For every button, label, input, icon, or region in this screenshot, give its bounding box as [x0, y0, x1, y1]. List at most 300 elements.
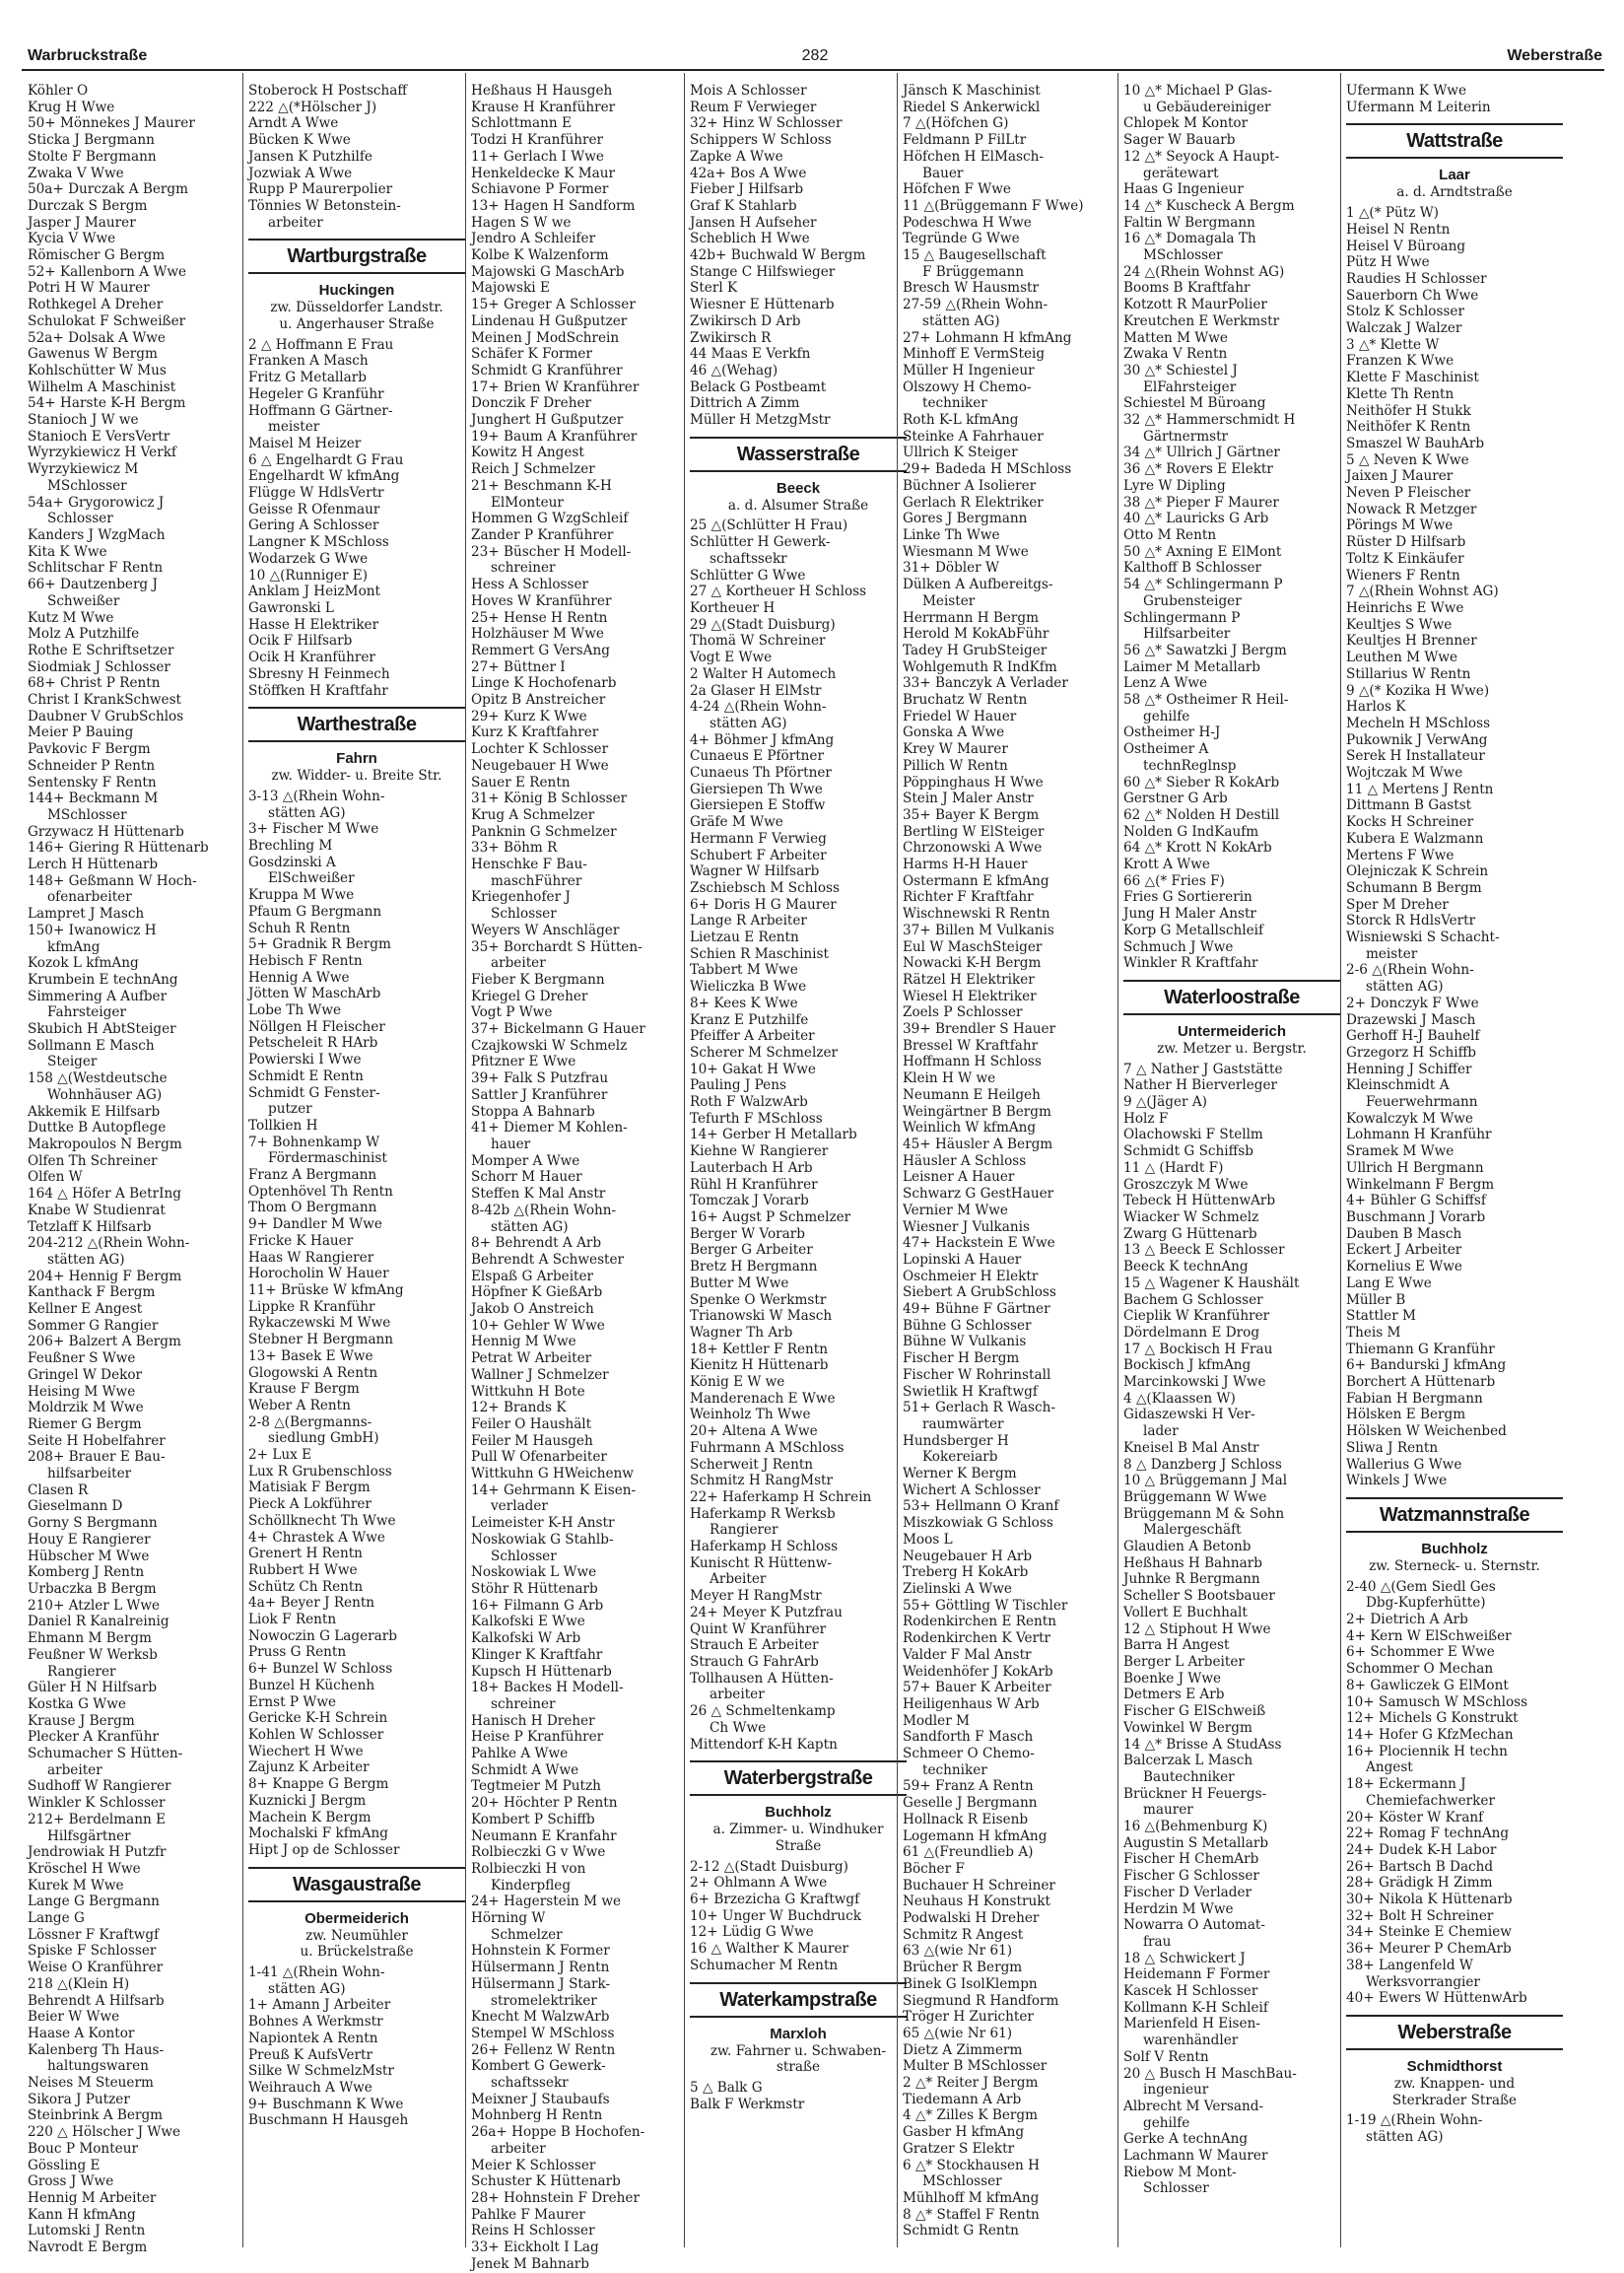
resident-entry: Heisel N Rentn — [1346, 221, 1451, 238]
resident-entry: Lyre W Dipling — [1123, 477, 1226, 494]
resident-entry: Skubich H AbtSteiger — [28, 1021, 176, 1038]
resident-entry: Tetzlaff K Hilfsarb — [28, 1218, 152, 1235]
resident-entry: 33+ Eickholt I Lag — [471, 2239, 599, 2256]
resident-entry: 20 △ Busch H MaschBau- — [1123, 2065, 1297, 2082]
resident-entry: Balcerzak L Masch — [1123, 1753, 1253, 1769]
resident-entry: Sattler J Kranführer — [471, 1086, 608, 1103]
resident-entry: 39+ Falk S Putzfrau — [471, 1070, 609, 1087]
street-section-header — [1123, 980, 1340, 1058]
resident-entry: Heßhaus H Bahnarb — [1123, 1554, 1262, 1571]
resident-entry: 59+ Franz A Rentn — [903, 1778, 1034, 1795]
street-name: Wartburgstraße — [248, 239, 465, 274]
street-name: Wasgaustraße — [248, 1867, 465, 1902]
entry-continuation: stätten AG) — [268, 1980, 346, 1997]
resident-entry: Kurz K Kraftfahrer — [471, 724, 599, 741]
resident-entry: Fischer W Rohrinstall — [903, 1366, 1051, 1383]
entry-continuation: Steiger — [47, 1054, 98, 1070]
resident-entry: Hess A Schlosser — [471, 577, 589, 593]
resident-entry: Schmidt G Fenster- — [248, 1084, 380, 1101]
resident-entry: Bruchatz W Rentn — [903, 692, 1028, 709]
resident-entry: Kalkofski W Arb — [471, 1630, 581, 1647]
resident-entry: 10+ Samusch W MSchloss — [1346, 1693, 1528, 1710]
resident-entry: Weingärtner B Bergm — [903, 1103, 1051, 1120]
resident-entry: Lampret J Masch — [28, 906, 145, 923]
resident-entry: 22+ Haferkamp H Schrein — [690, 1488, 872, 1505]
resident-entry: Schuh R Rentn — [248, 920, 351, 936]
resident-entry: Mittendorf K-H Kaptn — [690, 1736, 838, 1753]
resident-entry: Werner K Bergm — [903, 1466, 1017, 1482]
directory-column — [248, 83, 465, 2247]
resident-entry: Tabbert M Wwe — [690, 962, 798, 979]
resident-entry: Stillarius W Rentn — [1346, 665, 1471, 682]
resident-entry: 14+ Gerber H Metallarb — [690, 1127, 857, 1143]
resident-entry: Kowalczyk M Wwe — [1346, 1110, 1473, 1127]
resident-entry: 4-24 △(Rhein Wohn- — [690, 699, 827, 716]
resident-entry: Zwaka V Wwe — [28, 165, 124, 181]
entry-continuation: Schlosser — [491, 906, 557, 923]
resident-entry: Stoberock H Postschaff — [248, 83, 408, 99]
resident-entry: Häusler A Schloss — [903, 1152, 1027, 1169]
resident-entry: Leuthen M Wwe — [1346, 650, 1458, 666]
resident-entry: Brechling M — [248, 838, 333, 855]
resident-entry: Navrodt E Bergm — [28, 2239, 148, 2256]
resident-entry: 2 △ Hoffmann E Frau — [248, 336, 394, 353]
resident-entry: Noskowiak L Wwe — [471, 1564, 597, 1581]
entry-continuation: Schweißer — [47, 592, 120, 609]
resident-entry: Sauerborn Ch Wwe — [1346, 287, 1479, 304]
street-location: Straße — [775, 1837, 822, 1854]
resident-entry: Hennig A Wwe — [248, 969, 350, 986]
resident-entry: Zwikirsch R — [690, 329, 772, 346]
resident-entry: Zander P Kranführer — [471, 526, 614, 543]
resident-entry: Gieselmann D — [28, 1498, 123, 1515]
resident-entry: 5 △ Balk G — [690, 2079, 763, 2096]
resident-entry: Rodenkirchen K Vertr — [903, 1630, 1051, 1647]
entry-continuation: stätten AG) — [47, 1251, 125, 1268]
entry-continuation: MSchlosser — [47, 477, 127, 494]
resident-entry: 35+ Borchardt S Hütten- — [471, 938, 643, 955]
resident-entry: 15+ Greger A Schlosser — [471, 297, 636, 313]
resident-entry: Tollhausen A Hütten- — [690, 1670, 834, 1687]
entry-continuation: Arbeiter — [710, 1571, 767, 1588]
resident-entry: Tadey H GrubSteiger — [903, 642, 1048, 658]
resident-entry: 9+ Buschmann K Wwe — [248, 2096, 404, 2112]
resident-entry: Keultjes H Brenner — [1346, 633, 1477, 650]
resident-entry: Durczak S Bergm — [28, 197, 148, 214]
resident-entry: Rüster D Hilfsarb — [1346, 534, 1466, 551]
resident-entry: Anklam J HeizMont — [248, 584, 380, 600]
resident-entry: Krey W Maurer — [903, 741, 1008, 758]
resident-entry: Stempel W MSchloss — [471, 2025, 615, 2041]
street-location: zw. Metzer u. Bergstr. — [1157, 1040, 1307, 1057]
resident-entry: Mühlhoff M kfmAng — [903, 2190, 1040, 2206]
resident-entry: Stolz K Schlosser — [1346, 304, 1464, 320]
resident-entry: Spenke O Werkmstr — [690, 1291, 827, 1308]
resident-entry: Stöhr R Hüttenarb — [471, 1580, 598, 1597]
resident-entry: 10+ Unger W Buchdruck — [690, 1907, 861, 1924]
resident-entry: Harms H-H Hauer — [903, 857, 1028, 873]
resident-entry: Czajkowski W Schmelz — [471, 1037, 628, 1054]
resident-entry: 60 △* Sieber R KokArb — [1123, 774, 1280, 791]
resident-entry: Fries G Sortiererin — [1123, 889, 1252, 906]
resident-entry: Kalenberg Th Haus- — [28, 2041, 165, 2058]
resident-entry: Schommer O Mechan — [1346, 1661, 1494, 1678]
resident-entry: 18+ Kettler F Rentn — [690, 1341, 828, 1357]
resident-entry: Kita K Wwe — [28, 543, 107, 560]
resident-entry: Güler H N Hilfsarb — [28, 1680, 158, 1696]
resident-entry: Thiemann G Kranführ — [1346, 1341, 1495, 1357]
resident-entry: 14+ Hofer G KfzMechan — [1346, 1726, 1514, 1743]
resident-entry: Neithöfer K Rentn — [1346, 419, 1471, 436]
column-divider — [897, 73, 898, 2247]
resident-entry: Kann H kfmAng — [28, 2206, 136, 2223]
resident-entry: Müller H MetzgMstr — [690, 412, 831, 429]
resident-entry: 8 △* Staffel F Rentn — [903, 2206, 1040, 2223]
resident-entry: Gidaszewski H Ver- — [1123, 1407, 1255, 1423]
resident-entry: Feiler M Hausgeh — [471, 1432, 593, 1449]
resident-entry: Haase A Kontor — [28, 2025, 135, 2041]
resident-entry: Heiligenhaus W Arb — [903, 1695, 1040, 1712]
resident-entry: Klinger K Kraftfahr — [471, 1646, 603, 1663]
resident-entry: Juhnke R Bergmann — [1123, 1571, 1260, 1588]
resident-entry: Zielinski A Wwe — [903, 1580, 1012, 1597]
resident-entry: 54 △* Schlingermann P — [1123, 577, 1283, 593]
resident-entry: 14 △* Kuscheck A Bergm — [1123, 197, 1295, 214]
resident-entry: Winkelmann F Bergm — [1346, 1176, 1495, 1193]
resident-entry: Pruss G Rentn — [248, 1644, 347, 1661]
resident-entry: 55+ Göttling W Tischler — [903, 1597, 1068, 1614]
resident-entry: Schwarz G GestHauer — [903, 1186, 1054, 1203]
resident-entry: Thomä W Schreiner — [690, 633, 826, 650]
entry-continuation: Fördermaschinist — [268, 1150, 387, 1167]
resident-entry: Fritz G Metallarb — [248, 370, 367, 386]
entry-continuation: stätten AG) — [1366, 979, 1444, 996]
resident-entry: Schlütter G Wwe — [690, 567, 806, 584]
resident-entry: 6+ Brzezicha G Kraftwgf — [690, 1892, 860, 1908]
resident-entry: Sliwa J Rentn — [1346, 1439, 1439, 1456]
resident-entry: Napiontek A Rentn — [248, 2030, 378, 2046]
resident-entry: Kascek H Schlosser — [1123, 1983, 1258, 2000]
entry-continuation: schreiner — [491, 560, 556, 577]
resident-entry: Römischer G Bergm — [28, 247, 166, 264]
entry-continuation: gehilfe — [1143, 2114, 1190, 2131]
resident-entry: Sommer G Rangier — [28, 1317, 159, 1334]
district-name: Laar — [1439, 167, 1470, 184]
resident-entry: Dittmann B Gastst — [1346, 797, 1472, 814]
resident-entry: Matten M Wwe — [1123, 329, 1228, 346]
resident-entry: Gawronski L — [248, 599, 334, 616]
resident-entry: Wieners F Rentn — [1346, 567, 1460, 584]
resident-entry: Clasen R — [28, 1481, 89, 1498]
entry-continuation: stromelektriker — [491, 1992, 597, 2009]
resident-entry: Maisel M Heizer — [248, 435, 362, 451]
resident-entry: Bühne G Schlosser — [903, 1317, 1032, 1334]
entry-continuation: ElMonteur — [491, 494, 564, 511]
entry-continuation: ofenarbeiter — [47, 889, 132, 906]
resident-entry: Linge K Hochofenarb — [471, 675, 617, 692]
resident-entry: Zwaka V Rentn — [1123, 346, 1228, 363]
resident-entry: Steffen K Mal Anstr — [471, 1186, 606, 1203]
resident-entry: Schmidt G Rentn — [903, 2223, 1019, 2239]
entry-continuation: meister — [1366, 945, 1418, 962]
resident-entry: Wischnewski R Rentn — [903, 906, 1050, 923]
resident-entry: Pütz H Wwe — [1346, 254, 1430, 271]
resident-entry: Laimer M Metallarb — [1123, 658, 1261, 675]
resident-entry: Gerlach R Elektriker — [903, 494, 1044, 511]
resident-entry: Lippke R Kranführ — [248, 1298, 375, 1315]
resident-entry: 46 △(Wehag) — [690, 362, 778, 379]
resident-entry: Jendro A Schleifer — [471, 231, 596, 247]
resident-entry: 44 Maas E Verkfn — [690, 346, 811, 363]
resident-entry: Kozok L kfmAng — [28, 955, 139, 972]
resident-entry: Neises M Steuerm — [28, 2075, 154, 2092]
resident-entry: Winkels J Wwe — [1346, 1473, 1448, 1489]
resident-entry: Lobe Th Wwe — [248, 1002, 342, 1019]
column-divider — [684, 73, 685, 2247]
resident-entry: Lössner F Kraftwgf — [28, 1926, 160, 1943]
resident-entry: Hohnstein K Former — [471, 1943, 610, 1960]
resident-entry: Klette F Maschinist — [1346, 370, 1479, 386]
resident-entry: Harlos K — [1346, 699, 1406, 716]
resident-entry: 11 △ Mertens J Rentn — [1346, 781, 1494, 797]
resident-entry: Miszkowiak G Schloss — [903, 1515, 1053, 1532]
resident-entry: Manderenach E Wwe — [690, 1390, 836, 1407]
resident-entry: Henning J Schiffer — [1346, 1061, 1472, 1077]
resident-entry: 52+ Kallenborn A Wwe — [28, 263, 187, 280]
resident-entry: 220 △ Hölscher J Wwe — [28, 2124, 181, 2141]
entry-continuation: Meister — [922, 592, 976, 609]
resident-entry: 20+ Köster W Kranf — [1346, 1809, 1484, 1825]
resident-entry: Krumbein E technAng — [28, 971, 178, 988]
resident-entry: Daniel R Kanalreinig — [28, 1614, 169, 1630]
resident-entry: Siebert A GrubSchloss — [903, 1284, 1056, 1301]
resident-entry: Tollkien H — [248, 1117, 318, 1134]
resident-entry: Keultjes S Wwe — [1346, 616, 1453, 633]
entry-continuation: Wohnhäuser AG) — [47, 1086, 163, 1103]
resident-entry: 206+ Balzert A Bergm — [28, 1334, 181, 1350]
resident-entry: Kanders J WzgMach — [28, 526, 166, 543]
resident-entry: Lopinski A Hauer — [903, 1251, 1022, 1268]
resident-entry: Bachem G Schlosser — [1123, 1291, 1263, 1308]
resident-entry: Rubbert H Wwe — [248, 1561, 358, 1578]
resident-entry: 12+ Lüdig G Wwe — [690, 1924, 814, 1941]
resident-entry: 8+ Behrendt A Arb — [471, 1235, 602, 1252]
resident-entry: Donczik F Dreher — [471, 395, 592, 412]
resident-entry: Schütz Ch Rentn — [248, 1578, 364, 1595]
street-location: zw. Düsseldorfer Landstr. — [270, 300, 443, 316]
resident-entry: Hölsken W Weichenbed — [1346, 1423, 1507, 1440]
entry-continuation: arbeiter — [47, 1761, 102, 1778]
resident-entry: Cunaeus Th Pförtner — [690, 765, 832, 782]
resident-entry: 8+ Gawliczek G ElMont — [1346, 1677, 1509, 1693]
resident-entry: 4a+ Beyer J Rentn — [248, 1595, 375, 1612]
resident-entry: Brüggemann W Wwe — [1123, 1488, 1267, 1505]
header-rule — [22, 69, 1604, 71]
entry-continuation: hauer — [491, 1136, 531, 1152]
resident-entry: 51+ Gerlach R Wasch- — [903, 1400, 1055, 1416]
resident-entry: Grzegorz H Schiffb — [1346, 1044, 1476, 1061]
street-name: Waterkampstraße — [690, 1982, 907, 2018]
resident-entry: Sikora J Putzer — [28, 2091, 130, 2107]
resident-entry: Henkeldecke K Maur — [471, 165, 616, 181]
resident-entry: Franken A Masch — [248, 353, 369, 370]
resident-entry: Pull W Ofenarbeiter — [471, 1449, 607, 1466]
entry-continuation: stätten AG) — [491, 1218, 569, 1235]
resident-entry: Kunischt R Hüttenw- — [690, 1554, 832, 1571]
entry-continuation: Kinderpfleg — [491, 1877, 572, 1894]
resident-entry: Krause F Bergm — [248, 1381, 360, 1398]
resident-entry: Dittrich A Zimm — [690, 395, 800, 412]
resident-entry: Henschke F Bau- — [471, 857, 587, 873]
resident-entry: 26+ Fellenz W Rentn — [471, 2041, 616, 2058]
street-section-header — [690, 437, 907, 515]
street-location: zw. Neumühler — [305, 1927, 408, 1944]
resident-entry: Kortheuer H — [690, 599, 776, 616]
resident-entry: Schlottmann E — [471, 115, 572, 132]
resident-entry: 25+ Hense H Rentn — [471, 609, 608, 626]
resident-entry: Geisse R Ofenmaur — [248, 501, 380, 517]
street-section-header — [248, 707, 465, 785]
resident-entry: Kalkofski E Wwe — [471, 1614, 585, 1630]
resident-entry: Kocks H Schreiner — [1346, 814, 1474, 831]
resident-entry: 66+ Dautzenberg J — [28, 577, 158, 593]
entry-continuation: Schlosser — [491, 1548, 557, 1564]
resident-entry: 4 △(Klaassen W) — [1123, 1390, 1236, 1407]
resident-entry: Schubert F Arbeiter — [690, 847, 827, 863]
entry-continuation: frau — [1143, 1933, 1172, 1950]
resident-entry: Bunzel H Küchenh — [248, 1677, 375, 1693]
resident-entry: 20+ Altena A Wwe — [690, 1423, 818, 1440]
resident-entry: Jansen K Putzhilfe — [248, 148, 372, 165]
resident-entry: Rothe E Schriftsetzer — [28, 642, 174, 658]
resident-entry: Knabe W Studienrat — [28, 1202, 166, 1218]
resident-entry: 148+ Geßmann W Hoch- — [28, 872, 197, 889]
resident-entry: 29+ Badeda H MSchloss — [903, 461, 1072, 478]
resident-entry: Eul W MaschSteiger — [903, 938, 1043, 955]
resident-entry: Hagen S W we — [471, 214, 572, 231]
resident-entry: Gores J Bergmann — [903, 511, 1028, 527]
resident-entry: 16 △ Walther K Maurer — [690, 1941, 849, 1958]
resident-entry: Berger G Arbeiter — [690, 1242, 813, 1259]
resident-entry: 38+ Langenfeld W — [1346, 1957, 1473, 1973]
directory-column — [903, 83, 1119, 2247]
resident-entry: 30 △* Schiestel J — [1123, 362, 1238, 379]
entry-continuation: Hilfsarbeiter — [1143, 626, 1231, 643]
resident-entry: 6+ Doris H G Maurer — [690, 896, 837, 913]
entry-continuation: Schmelzer — [491, 1926, 563, 1943]
resident-entry: Marienfeld H Eisen- — [1123, 2016, 1260, 2032]
resident-entry: 7 △(Höfchen G) — [903, 115, 1009, 132]
resident-entry: Kohlschütter W Mus — [28, 362, 167, 379]
resident-entry: Strauch G FahrArb — [690, 1653, 819, 1670]
resident-entry: 42b+ Buchwald W Bergm — [690, 247, 866, 264]
resident-entry: Winkler K Schlosser — [28, 1795, 166, 1812]
resident-entry: Ullrich K Steiger — [903, 445, 1018, 461]
resident-entry: 6 △ Engelhardt G Frau — [248, 451, 404, 468]
resident-entry: Kombert P Schiffb — [471, 1811, 595, 1827]
resident-entry: Zapke A Wwe — [690, 148, 783, 165]
resident-entry: Lange R Arbeiter — [690, 913, 807, 930]
resident-entry: Krause H Kranführer — [471, 99, 616, 115]
resident-entry: 10+ Gehler W Wwe — [471, 1317, 605, 1334]
resident-entry: 144+ Beckmann M — [28, 791, 159, 807]
resident-entry: Tegründe G Wwe — [903, 231, 1020, 247]
resident-entry: 208+ Brauer E Bau- — [28, 1449, 166, 1466]
resident-entry: 16 △* Domagala Th — [1123, 231, 1256, 247]
resident-entry: Butter M Wwe — [690, 1274, 789, 1291]
resident-entry: 17+ Brien W Kranführer — [471, 379, 640, 395]
entry-continuation: stätten AG) — [922, 312, 1000, 329]
resident-entry: Lachmann W Maurer — [1123, 2148, 1268, 2165]
resident-entry: 6 △* Stockhausen H — [903, 2157, 1040, 2173]
resident-entry: 210+ Atzler L Wwe — [28, 1597, 161, 1614]
resident-entry: Thom O Bergmann — [248, 1200, 377, 1216]
entry-continuation: schaftssekr — [710, 550, 787, 567]
resident-entry: Wallerius G Wwe — [1346, 1456, 1462, 1473]
resident-entry: Lochter K Schlosser — [471, 741, 609, 758]
district-name: Fahrn — [336, 750, 377, 768]
resident-entry: Rodenkirchen E Rentn — [903, 1614, 1056, 1630]
directory-column — [28, 83, 244, 2256]
resident-entry: Podwalski H Dreher — [903, 1910, 1040, 1927]
resident-entry: Wyrzykiewicz H Verkf — [28, 445, 176, 461]
resident-entry: Ostheimer A — [1123, 741, 1209, 758]
resident-entry: Albrecht M Versand- — [1123, 2098, 1264, 2114]
resident-entry: Remmert G VersAng — [471, 642, 610, 658]
resident-entry: 47+ Hackstein E Wwe — [903, 1235, 1055, 1252]
resident-entry: 49+ Bühne F Gärtner — [903, 1301, 1050, 1318]
resident-entry: Meier P Bauing — [28, 724, 134, 741]
resident-entry: Fischer G ElSchweiß — [1123, 1703, 1266, 1720]
resident-entry: Gratzer S Elektr — [903, 2140, 1015, 2157]
entry-continuation: Grubensteiger — [1143, 592, 1242, 609]
resident-entry: Olejniczak K Schrein — [1346, 863, 1489, 880]
resident-entry: Vogt E Wwe — [690, 650, 773, 666]
resident-entry: Wiesel H Elektriker — [903, 988, 1037, 1004]
resident-entry: Momper A Wwe — [471, 1152, 580, 1169]
street-location: a. d. Alsumer Straße — [727, 497, 869, 514]
resident-entry: 24+ Meyer K Putzfrau — [690, 1604, 843, 1620]
entry-continuation: technReglnsp — [1143, 757, 1237, 774]
resident-entry: Sper M Dreher — [1346, 896, 1449, 913]
street-section-header — [1346, 2015, 1563, 2108]
resident-entry: Tebeck H HüttenwArb — [1123, 1193, 1276, 1209]
resident-entry: Hasse H Elektriker — [248, 616, 379, 633]
resident-entry: Daubner V GrubSchlos — [28, 708, 184, 724]
resident-entry: Sauer E Rentn — [471, 774, 571, 791]
entry-continuation: Gärtnermstr — [1143, 428, 1229, 445]
resident-entry: Glogowski A Rentn — [248, 1364, 378, 1381]
street-name: Wasserstraße — [690, 437, 907, 472]
resident-entry: 31+ Döbler W — [903, 560, 999, 577]
resident-entry: 150+ Iwanowicz H — [28, 922, 157, 938]
resident-entry: Augustin S Metallarb — [1123, 1834, 1269, 1851]
resident-entry: Theis M — [1346, 1324, 1401, 1341]
resident-entry: 14 △* Brisse A StudAss — [1123, 1736, 1282, 1753]
directory-column — [1123, 83, 1340, 2247]
entry-continuation: arbeiter — [268, 214, 323, 231]
resident-entry: Trianowski W Masch — [690, 1308, 833, 1325]
resident-entry: Lauterbach H Arb — [690, 1159, 813, 1176]
resident-entry: Meier K Schlosser — [471, 2157, 596, 2173]
resident-entry: Geselle J Bergmann — [903, 1795, 1038, 1812]
resident-entry: Ehmann M Bergm — [28, 1630, 152, 1647]
resident-entry: Stöffken H Kraftfahr — [248, 682, 388, 699]
resident-entry: Dietz A Zimmerm — [903, 2041, 1023, 2058]
resident-entry: Sterl K — [690, 280, 738, 297]
entry-continuation: arbeiter — [710, 1687, 765, 1703]
resident-entry: Jasper J Maurer — [28, 214, 136, 231]
